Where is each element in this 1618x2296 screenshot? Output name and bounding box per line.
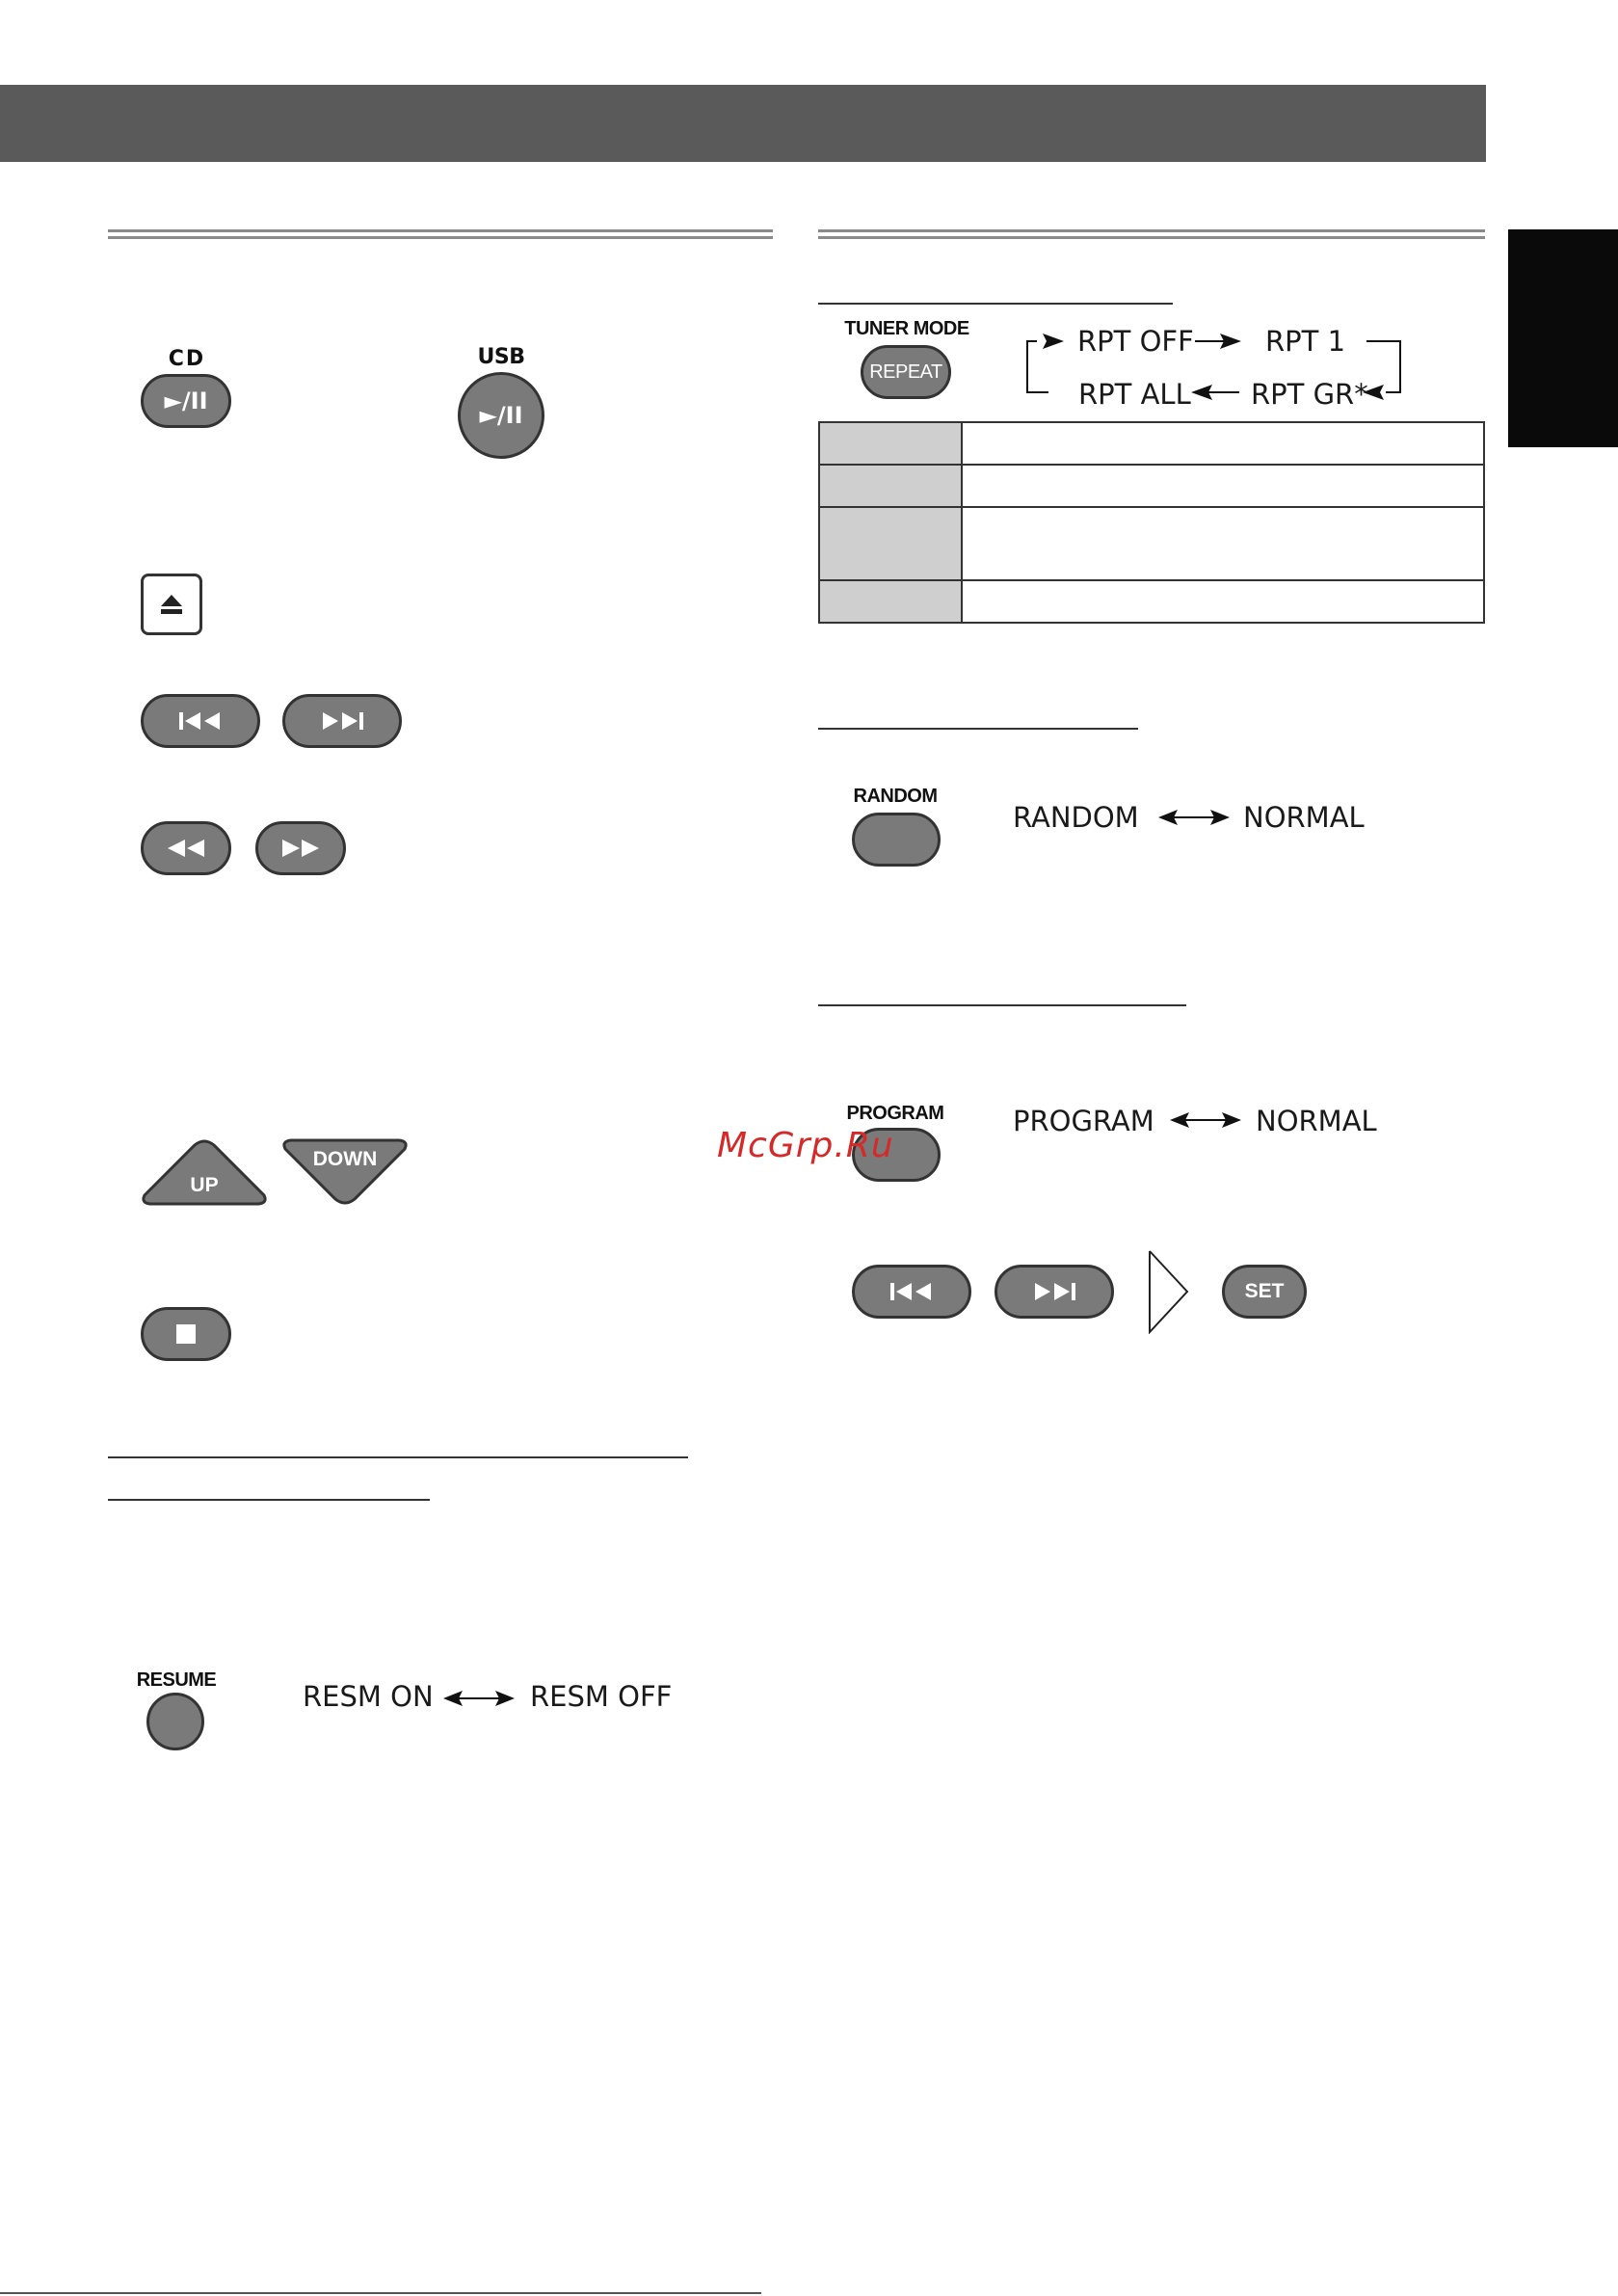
random-normal-text: NORMAL <box>1243 801 1365 834</box>
skip-back-icon <box>889 1281 935 1302</box>
table-row <box>819 422 1484 465</box>
play-pause-icon: ►/II <box>479 402 523 429</box>
up-button[interactable] <box>139 1137 270 1207</box>
right-section-rule <box>818 229 1485 239</box>
table-key-cell <box>819 507 962 580</box>
rewind-icon <box>166 838 206 859</box>
resume-on-text: RESM ON <box>303 1680 434 1713</box>
fast-forward-button[interactable] <box>255 821 346 875</box>
table-key-cell <box>819 422 962 465</box>
header-bar <box>0 85 1486 162</box>
watermark: McGrp.Ru <box>717 1126 894 1165</box>
usb-play-pause-button[interactable] <box>458 372 544 459</box>
skip-back-icon <box>177 710 224 732</box>
down-button[interactable] <box>279 1137 411 1207</box>
resume-button[interactable] <box>146 1693 204 1750</box>
arrow-right-icon <box>1043 334 1064 349</box>
double-arrow-icon <box>1168 1108 1243 1132</box>
table-value-cell <box>962 465 1484 507</box>
rpt-off-text: RPT OFF <box>1077 325 1194 358</box>
section-tab <box>1508 229 1618 447</box>
random-label: RANDOM <box>853 786 938 807</box>
program-normal-text: NORMAL <box>1256 1105 1377 1137</box>
set-label: SET <box>1244 1280 1285 1302</box>
skip-back-button[interactable] <box>141 694 260 748</box>
stop-button[interactable] <box>141 1307 231 1361</box>
resume-section-rule <box>108 1456 688 1458</box>
rpt-all-text: RPT ALL <box>1078 378 1191 411</box>
repeat-mode-table <box>818 421 1485 624</box>
cd-play-pause-button[interactable] <box>141 374 231 428</box>
table-value-cell <box>962 580 1484 623</box>
rewind-button[interactable] <box>141 821 231 875</box>
program-skip-back-button[interactable] <box>852 1265 971 1319</box>
table-value-cell <box>962 507 1484 580</box>
double-arrow-icon <box>441 1687 517 1710</box>
resume-heading-underline <box>108 1499 430 1501</box>
fast-forward-icon <box>280 838 321 859</box>
program-text: PROGRAM <box>1013 1105 1154 1137</box>
set-button[interactable] <box>1222 1265 1307 1319</box>
table-row <box>819 465 1484 507</box>
play-pause-icon: ►/II <box>164 387 208 414</box>
program-label: PROGRAM <box>846 1103 944 1124</box>
repeat-label: REPEAT <box>869 360 942 383</box>
program-heading-underline <box>818 1004 1186 1006</box>
table-key-cell <box>819 465 962 507</box>
down-label: DOWN <box>312 1148 378 1170</box>
left-section-rule <box>108 229 773 239</box>
table-row <box>819 580 1484 623</box>
eject-icon <box>159 593 184 616</box>
eject-button[interactable] <box>141 574 202 635</box>
skip-forward-icon <box>1031 1281 1077 1302</box>
table-value-cell <box>962 422 1484 465</box>
tuner-mode-label: TUNER MODE <box>844 318 969 339</box>
random-button[interactable] <box>852 813 941 867</box>
resume-off-text: RESM OFF <box>530 1680 673 1713</box>
repeat-heading-underline <box>818 303 1173 305</box>
resume-label: RESUME <box>136 1669 217 1691</box>
usb-label: USB <box>477 345 525 369</box>
double-arrow-icon <box>1156 806 1232 829</box>
random-text: RANDOM <box>1013 801 1139 834</box>
table-row <box>819 507 1484 580</box>
cd-label: CD <box>168 347 206 371</box>
skip-forward-button[interactable] <box>282 694 402 748</box>
up-label: UP <box>190 1174 219 1196</box>
stop-icon <box>176 1324 196 1344</box>
footer-rule <box>0 2292 761 2294</box>
table-key-cell <box>819 580 962 623</box>
repeat-button[interactable] <box>861 345 951 399</box>
rpt-gr-text: RPT GR* <box>1251 378 1368 411</box>
rpt-1-text: RPT 1 <box>1265 325 1346 358</box>
chevron-right-icon <box>1147 1249 1191 1334</box>
skip-forward-icon <box>319 710 365 732</box>
program-skip-forward-button[interactable] <box>995 1265 1114 1319</box>
random-heading-underline <box>818 728 1138 730</box>
